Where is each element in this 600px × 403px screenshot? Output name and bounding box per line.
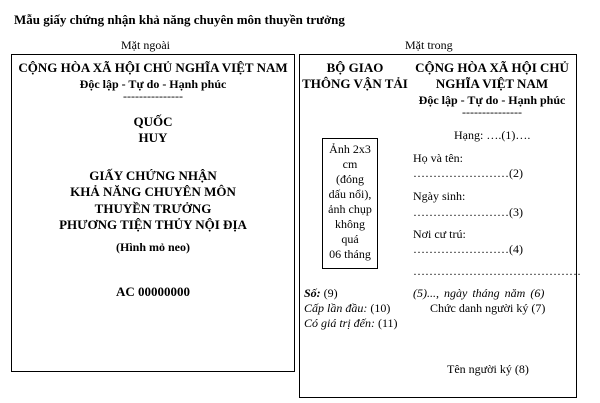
- first-issue-label: Cấp lần đầu:: [304, 301, 368, 315]
- outer-face-panel: [11, 54, 295, 372]
- photo-text-line: 06 tháng: [329, 247, 371, 261]
- dob-field: ……………………(3): [413, 205, 523, 219]
- serial-number: AC 00000000: [115, 284, 191, 299]
- name-label: Họ và tên:: [413, 151, 463, 165]
- national-emblem-text-1: QUỐC: [133, 114, 173, 129]
- number-value: (9): [320, 286, 338, 300]
- outer-rule: ---------------: [123, 89, 183, 103]
- certificate-title-1: GIẤY CHỨNG NHẬN: [89, 168, 217, 183]
- inner-motto: Độc lập - Tự do - Hạnh phúc: [418, 93, 566, 107]
- number-row: [304, 286, 338, 301]
- signer-title: Chức danh người ký (7): [430, 301, 546, 315]
- issue-place-date: (5)..., ngày tháng năm (6): [413, 286, 545, 300]
- page-title: Mẫu giấy chứng nhận khả năng chuyên môn thuyền trưởng: [14, 12, 345, 27]
- name-field: ……………………(2): [413, 166, 523, 180]
- inner-side-label: Mặt trong: [405, 38, 453, 52]
- ministry-heading-1: BỘ GIAO: [326, 60, 384, 75]
- valid-until-value: (11): [375, 316, 398, 330]
- photo-text-line: không: [335, 217, 365, 231]
- number-label: Số:: [304, 286, 321, 300]
- national-emblem-text-2: HUY: [138, 130, 168, 145]
- first-issue-value: (10): [367, 301, 391, 315]
- residence-label: Nơi cư trú:: [413, 227, 466, 241]
- rank-field: Hạng: ….(1)….: [454, 128, 531, 142]
- photo-text-line: (đóng: [336, 172, 364, 186]
- residence-field-continued: ……………………………………: [413, 264, 581, 278]
- photo-text-line: ảnh chụp: [328, 202, 372, 216]
- inner-rule: ---------------: [462, 105, 522, 119]
- photo-placeholder: [322, 138, 378, 269]
- inner-republic-heading-2: NGHĨA VIỆT NAM: [435, 76, 549, 91]
- certificate-title-3: THUYỀN TRƯỞNG: [94, 201, 212, 216]
- outer-side-label: Mặt ngoài: [121, 38, 170, 52]
- outer-republic-heading: CỘNG HÒA XÃ HỘI CHỦ NGHĨA VIỆT NAM: [18, 60, 288, 75]
- photo-text-line: cm: [342, 157, 358, 171]
- inner-republic-heading-1: CỘNG HÒA XÃ HỘI CHỦ: [415, 60, 569, 75]
- outer-motto: Độc lập - Tự do - Hạnh phúc: [79, 77, 227, 91]
- certificate-title-2: KHẢ NĂNG CHUYÊN MÔN: [70, 184, 236, 199]
- inner-face-panel: [299, 54, 581, 398]
- photo-text-line: dấu nổi),: [328, 187, 372, 201]
- anchor-image-note: (Hình mỏ neo): [115, 240, 190, 254]
- valid-until-row: [304, 316, 398, 331]
- dob-label: Ngày sinh:: [413, 189, 466, 203]
- valid-until-label: Có giá trị đến:: [304, 316, 375, 330]
- first-issue-row: [304, 301, 390, 316]
- signer-name: Tên người ký (8): [447, 362, 529, 376]
- certificate-title-4: PHƯƠNG TIỆN THỦY NỘI ĐỊA: [59, 217, 247, 232]
- photo-text-line: Ảnh 2x3: [329, 142, 371, 156]
- residence-field: ……………………(4): [413, 242, 523, 256]
- photo-text-line: quá: [341, 232, 359, 246]
- ministry-heading-2: THÔNG VẬN TẢI: [302, 76, 408, 91]
